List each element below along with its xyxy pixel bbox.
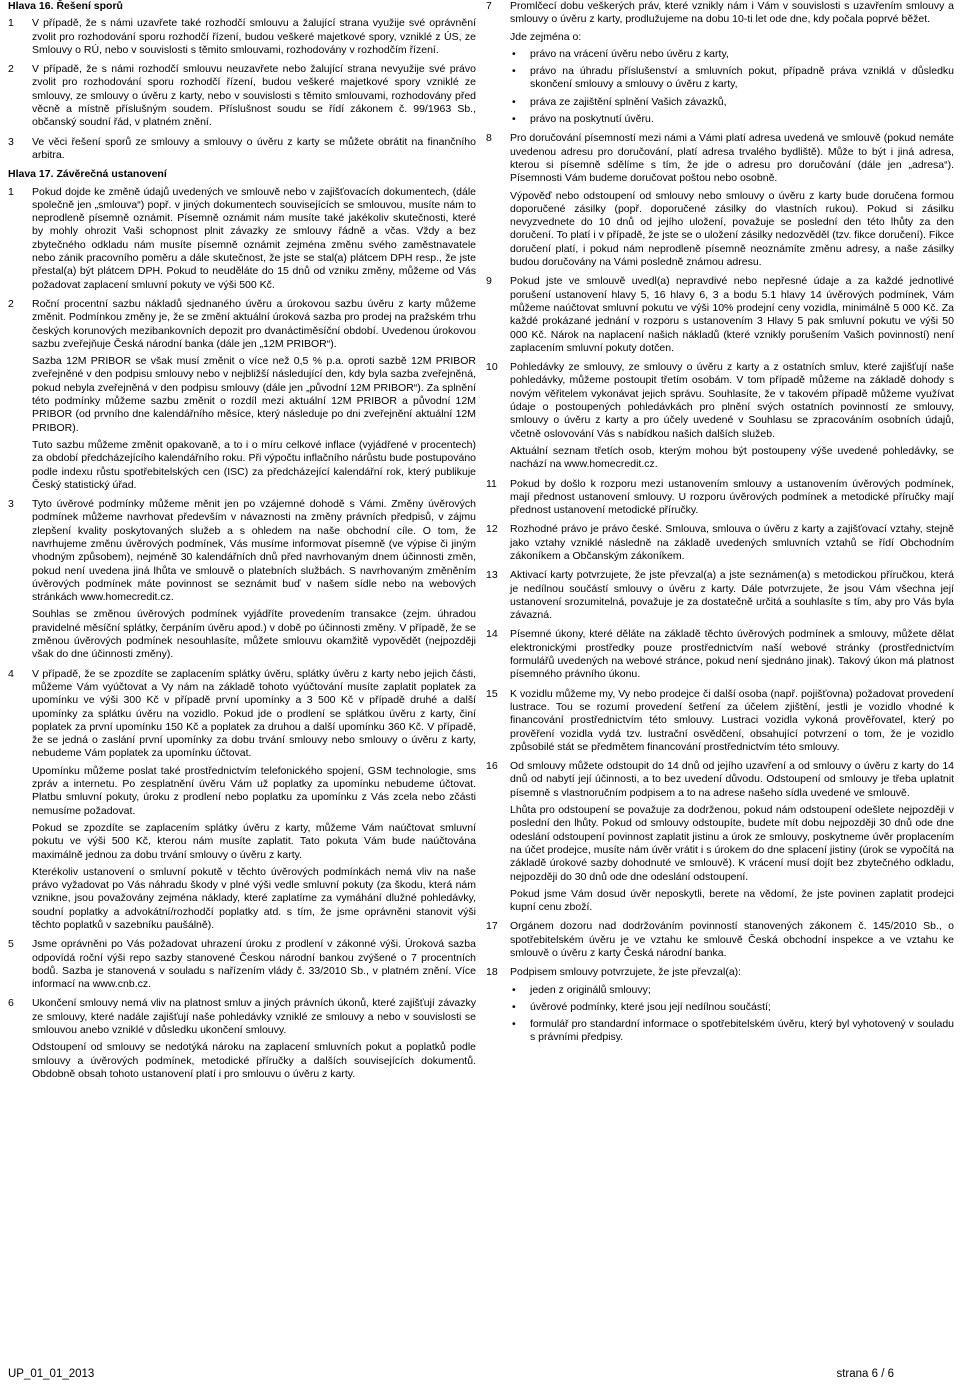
clause-number: 9 bbox=[486, 275, 492, 288]
clause-paragraph: Orgánem dozoru nad dodržováním povinností stanovených zákonem č. 145/2010 Sb., o spotřebitelském úvěru je ve vztahu ke smlouvě Česká obchodní inspekce a ve vztahu ke smlouvě o úvěru z karty Česká národní banka. bbox=[510, 920, 954, 959]
clause-number: 10 bbox=[486, 361, 498, 374]
clause-paragraph: Roční procentní sazbu nákladů sjednaného úvěru a úrokovou sazbu úvěru z karty můžeme změnit. Podmínkou změny je, že se změní aktuální úroková sazba pro prodej na pražském trhu českých korunových mezibankovních depozit pro dvanáctiměsíční období. Uvedenou úrokovou sazbu zveřejňuje Česká národní banka (dále jen „12M PRIBOR“). bbox=[32, 297, 476, 350]
clause-body bbox=[32, 997, 476, 1081]
clause-number: 2 bbox=[8, 63, 14, 76]
chapter-17-items-continued bbox=[486, 0, 954, 1045]
clause-paragraph: V případě, že s námi uzavřete také rozhodčí smlouvu a žalující strana využije své oprávnění zvolit pro rozhodování sporu rozhodčí řízení, budou veškeré majetkové spory, vzniklé z ÚS, ze Smlouvy o RÚ, nebo v souvislosti s těmito smlouvami, rozhodovány v rozhodčím řízení. bbox=[32, 17, 476, 56]
clause-body bbox=[510, 523, 954, 563]
bullet-item: • právo na poskytnutí úvěru. bbox=[528, 113, 954, 126]
clause-number: 16 bbox=[486, 760, 498, 773]
bullet-item: • práva ze zajištění splnění Vašich závazků, bbox=[528, 96, 954, 109]
clause-paragraph: Pohledávky ze smlouvy, ze smlouvy o úvěru z karty a z ostatních smluv, které zajišťují naše pohledávky, můžeme postoupit třetím osobám. V tom případě můžeme na základě dohody s novým věřitelem vykonávat jejich správu. Souhlasíte, že v takovém případě můžeme využívat údaje o postoupených pohledávkách pro plnění svých ostatních povinností ze smlouvy, smlouvy o úvěru z karty a pro účely uvedené v Souhlasu se zpracováním osobních údajů, včetně oslovování Vás s nabídkou našich dalších služeb. bbox=[510, 361, 954, 440]
clause-number: 4 bbox=[8, 667, 14, 680]
bullet-item: • jeden z originálů smlouvy; bbox=[528, 984, 954, 997]
clause-item bbox=[486, 628, 954, 681]
clause-paragraph: Pokud se zpozdíte se zaplacením splátky úvěru z karty, můžeme Vám naúčtovat smluvní pokutu ve výši 500 Kč, kterou nám musíte zaplatit. Tato pokuta Vám bude naúčtována maximálně jednou za dobu trvání smlouvy o úvěru z karty. bbox=[32, 821, 476, 861]
clause-item bbox=[486, 132, 954, 269]
clause-paragraph: V případě, že s námi rozhodčí smlouvu neuzavřete nebo žalující strana nevyužije své právo zvolit pro rozhodování sporu rozhodčí řízení, budou veškeré majetkové spory vzniklé ze smlouvy, ze smlouvy o úvěru z karty, nebo v souvislosti s těmito smlouvami, rozhodovány před věcně a místně příslušným soudem. Příslušnost soudu se řídí zákonem č. 99/1963 Sb., občanský soudní řád, v platném znění. bbox=[32, 63, 476, 129]
bullet-list bbox=[510, 984, 954, 1045]
bullet-item: • právo na vrácení úvěru nebo úvěru z karty, bbox=[528, 48, 954, 61]
clause-paragraph: Kterékoliv ustanovení o smluvní pokutě v těchto úvěrových podmínkách nemá vliv na naše právo vyžadovat po Vás náhradu škody v plné výši vedle smluvní pokuty (za škodu, která nám vznikne, jsou považovány zejména náklady, které zaplatíme za vymáhání dlužné pohledávky, soudní poplatky a advokátní/rozhodčí poplatky atd. s tím, že jsme oprávněni stanovit výši těchto poplatků v sazebníku paušálně). bbox=[32, 865, 476, 931]
document-code: UP_01_01_2013 bbox=[8, 1368, 95, 1380]
clause-paragraph: Rozhodné právo je právo české. Smlouva, smlouva o úvěru z karty a zajišťovací vztahy, stejně jako vztahy vzniklé následně na základě uvedených smluvních vztahů se řídí Obchodním zákoníkem a Občanským zákoníkem. bbox=[510, 523, 954, 562]
clause-paragraph: V případě, že se zpozdíte se zaplacením splátky úvěru, splátky úvěru z karty nebo jejich části, můžeme Vám vyúčtovat a Vy nám na základě tohoto vyúčtování musíte zaplatit poplatek za upomínku ve výši 300 Kč v případě první upomínky a 3 500 Kč v případě druhé a další upomínky za splátku úvěru na vozidlo. Pokud jde o prodlení se splátkou úvěru z karty, činí poplatek za první upomínku 150 Kč a poplatek za druhou a další upomínku 360 Kč. V případě, že se jedná o zaslání první upomínky za dobu trvání smlouvy nebo smlouvy o úvěru z karty, nebudeme Vám poplatek za upomínku účtovat. bbox=[32, 667, 476, 760]
clause-body bbox=[32, 498, 476, 662]
chapter-16-heading: Hlava 16. Řešení sporů bbox=[8, 0, 123, 12]
clause-paragraph: K vozidlu můžeme my, Vy nebo prodejce či další osoba (např. pojišťovna) požadovat provedení lustrace. Tou se rozumí provedení šetření za účelem zjištění, jestli je vozidlo vhodné k financování prostřednictvím této smlouvy. Lustraci vozidla vykoná prověřovatel, který po prověření vozidla vydá tzv. lustrační osvědčení, obsahující potvrzení o tom, že je vozidlo způsobilé stát se předmětem financování prostřednictvím této smlouvy. bbox=[510, 687, 954, 753]
clause-number: 7 bbox=[486, 0, 492, 12]
clause-number: 1 bbox=[8, 17, 14, 30]
clause-item bbox=[8, 668, 476, 933]
clause-body bbox=[510, 0, 954, 126]
clause-paragraph: Ve věci řešení sporů ze smlouvy a smlouvy o úvěru z karty se můžete obrátit na finančního arbitra. bbox=[32, 135, 476, 161]
clause-item bbox=[486, 966, 954, 1044]
clause-paragraph: Ukončení smlouvy nemá vliv na platnost smluv a jiných právních úkonů, které zajišťují závazky ze smlouvy, které nadále zajišťují naše pohledávky vzniklé ze smlouvy a nebo v souvislosti se smlouvou anebo vzniklé v důsledku ukončení smlouvy. bbox=[32, 997, 476, 1037]
clause-item bbox=[8, 498, 476, 662]
clause-paragraph: Aktuální seznam třetích osob, kterým mohou být postoupeny výše uvedené pohledávky, se nachází na www.homecredit.cz. bbox=[510, 444, 954, 471]
clause-item bbox=[8, 136, 476, 163]
clause-item bbox=[486, 523, 954, 563]
clause-item bbox=[8, 186, 476, 292]
clause-number: 13 bbox=[486, 569, 498, 582]
clause-number: 6 bbox=[8, 997, 14, 1010]
clause-paragraph: Jde zejména o: bbox=[510, 30, 582, 43]
clause-item bbox=[486, 361, 954, 471]
clause-body bbox=[32, 298, 476, 492]
clause-item bbox=[8, 63, 476, 129]
clause-body bbox=[510, 688, 954, 754]
clause-body bbox=[32, 17, 476, 57]
clause-paragraph: Od smlouvy můžete odstoupit do 14 dnů od jejího uzavření a od smlouvy o úvěru z karty do 14 dnů od nabytí její účinnosti, a to bez uvedení důvodu. Odstoupení od smlouvy je třeba uplatnit písemně s vlastnoručním podpisem a to na adrese našeho sídla uvedené ve smlouvě. bbox=[510, 760, 954, 799]
clause-item bbox=[8, 997, 476, 1081]
clause-paragraph: Pokud by došlo k rozporu mezi ustanovením smlouvy a ustanovením úvěrových podmínek, mají přednost ustanovení smlouvy. U rozporu úvěrových podmínek a metodické příručky mají přednost ustanovení metodické příručky. bbox=[510, 477, 954, 517]
bullet-item: • formulář pro standardní informace o spotřebitelském úvěru, který byl vyhotovený v souladu s právními předpisy. bbox=[528, 1018, 954, 1045]
clause-body bbox=[510, 628, 954, 681]
clause-item bbox=[486, 688, 954, 754]
bullet-list bbox=[510, 48, 954, 126]
clause-body bbox=[32, 668, 476, 933]
chapter-16-items bbox=[8, 17, 476, 162]
clause-paragraph: Jsme oprávněni po Vás požadovat uhrazení úroku z prodlení v zákonné výši. Úroková sazba odpovídá roční výši repo sazby stanovené Českou národní bankou zvýšené o 7 procentních bodů. Sazba je stanovená v souladu s nařízením vlády č. 33/2010 Sb., v platném znění. Více informací na www.cnb.cz. bbox=[32, 938, 476, 991]
clause-paragraph: Tuto sazbu můžeme změnit opakovaně, a to i o míru celkové inflace (vyjádřené v procentech) za období předcházejícího kalendářního roku. Při výpočtu inflačního nárůstu bude postupováno podle indexu růstu spotřebitelských cen (ISC) za předcházející kalendářní rok, který publikuje Český statistický úřad. bbox=[32, 438, 476, 491]
clause-body bbox=[32, 63, 476, 129]
clause-body bbox=[510, 760, 954, 914]
clause-item bbox=[8, 17, 476, 57]
clause-paragraph: Lhůta pro odstoupení se považuje za dodrženou, pokud nám odstoupení odešlete nejpozději v poslední den lhůty. Pokud od smlouvy odstoupíte, budete mít dobu nejpozději 30 dnů ode dne odeslání odstoupení povinnost zaplatit jistinu a úrok ze smlouvy, poskytneme úvěr proplacením na účet prodejce, musíte nám úvěr vrátit i s úrokem do dne splacení jistiny (úrok se vypočítá na základě úrokové sazby dohodnuté ve smlouvě). K vrácení musí dojít bez zbytečného odkladu, nejpozději do 30 dnů ode dne odeslání odstoupení. bbox=[510, 804, 954, 883]
clause-paragraph: Pokud jste ve smlouvě uvedl(a) nepravdivé nebo nepřesné údaje a za každé jednotlivé porušení ustanovení hlavy 5, 16 hlavy 6, 3 a bodu 5.1 hlavy 14 úvěrových podmínek, Vám můžeme naúčtovat smluvní pokutu ve výši 10% prodejní ceny vozidla, minimálně 5 000 Kč. Za každé prokázané jednání v rozporu s ustanovením 3 Hlavy 5 pak smluvní pokutu ve výši 50 000 Kč. Nárok na naplacení našich nákladů (které vznikly porušením Vašich povinností) není zaplacením smluvní pokuty dotčen. bbox=[510, 275, 954, 354]
left-column bbox=[8, 0, 476, 1081]
clause-number: 2 bbox=[8, 297, 14, 310]
clause-body bbox=[510, 478, 954, 518]
clause-paragraph: Podpisem smlouvy potvrzujete, že jste převzal(a): bbox=[510, 966, 742, 979]
clause-paragraph: Výpověď nebo odstoupení od smlouvy nebo smlouvy o úvěru z karty bude doručena formou doporučené zásilky (popř. doporučené zásilky do vlastních rukou). Pokud si zásilku nevyzvednete do 10 dnů od jejího uložení, považuje se poslední den této lhůty za den doručení. To platí i v případě, že jste se o uložení zásilky nedozvěděl (tzv. fikce doručení). Fikce doručení platí, i pokud nám neprodleně písemně neoznámíte změnu adresy, a naše zásilky budou doručovány na Vámi posledně známou adresu. bbox=[510, 189, 954, 269]
clause-paragraph: Pro doručování písemností mezi námi a Vámi platí adresa uvedená ve smlouvě (pokud nemáte uvedenou adresu pro doručování, platí adresa trvalého bydliště). Může to být i jiná adresa, kterou si písemně sdělíme s tím, že jde o adresu pro doručování (dále jen „adresa“). Písemnosti Vám budeme doručovat poštou nebo osobně. bbox=[510, 132, 954, 185]
clause-paragraph: Upomínku můžeme poslat také prostřednictvím telefonického spojení, GSM technologie, sms zpráv a internetu. Po zesplatnění úvěru Vám už poplatky za upomínku nebudeme účtovat. Platbu smluvní pokuty, úroku z prodlení nebo poplatku za upomínku z Vás zcela nebo zčásti nemusíme požadovat. bbox=[32, 764, 476, 817]
clause-paragraph: Odstoupení od smlouvy se nedotýká nároku na zaplacení smluvních pokut a poplatků podle smlouvy a úvěrových podmínek, metodické příručky a dalších souvisejících dokumentů. Obdobně obsah tohoto ustanovení platí i pro smlouvu o úvěru z karty. bbox=[32, 1041, 476, 1080]
clause-body bbox=[32, 938, 476, 991]
clause-item bbox=[486, 275, 954, 355]
clause-paragraph: Sazba 12M PRIBOR se však musí změnit o více než 0,5 % p.a. oproti sazbě 12M PRIBOR zveřejněné v den podpisu smlouvy nebo v nejbližší následující den, kdy byla sazba zveřejněná, pokud nebyla zveřejněná v den podpisu smlouvy (dále jen „původní 12M PRIBOR“). Za splnění této podmínky můžeme sazbu změnit o rozdíl mezi aktuální 12M PRIBOR a původní 12M PRIBOR (od prvního dne kalendářního měsíce, který následuje po dni zveřejnění aktuální 12M PRIBOR). bbox=[32, 355, 476, 434]
clause-item bbox=[8, 938, 476, 991]
clause-number: 5 bbox=[8, 938, 14, 951]
clause-paragraph: Souhlas se změnou úvěrových podmínek vyjádříte provedením transakce (zejm. úhradou pravidelné měsíční splátky, čerpáním úvěru apod.) v době po účinnosti změny. V případě, že se změnou úvěrových podmínek nesouhlasíte, můžete smlouvu okamžitě vypovědět (nejpozději však do dne účinnosti změny). bbox=[32, 608, 476, 661]
clause-number: 3 bbox=[8, 498, 14, 511]
clause-number: 1 bbox=[8, 185, 14, 198]
bullet-item: • úvěrové podmínky, které jsou její nedílnou součástí; bbox=[528, 1001, 954, 1014]
clause-number: 14 bbox=[486, 628, 498, 641]
clause-body bbox=[32, 186, 476, 292]
clause-body bbox=[510, 966, 954, 1044]
clause-number: 3 bbox=[8, 135, 14, 148]
clause-number: 8 bbox=[486, 132, 492, 145]
clause-number: 12 bbox=[486, 523, 498, 536]
clause-paragraph: Tyto úvěrové podmínky můžeme měnit jen po vzájemné dohodě s Vámi. Změny úvěrových podmínek můžeme navrhovat především v návaznosti na změny právních předpisů, v zájmu zlepšení kvality poskytovaných služeb a s ohledem na naše obchodní cíle. O tom, že navrhujeme změnu úvěrových podmínek, Vás musíme informovat písemně (ve výpise či jiným vhodným způsobem), nejméně 30 kalendářních dnů před navrhovaným dnem účinnosti změn, pokud není uvedena jiná lhůta ve smlouvě o platebních službách. S navrhovaným změněním úvěrových podmínek máte povinnost se seznámit buď v našem sídle nebo na webových stránkách www.homecredit.cz. bbox=[32, 498, 476, 604]
clause-item bbox=[486, 760, 954, 914]
clause-item bbox=[486, 0, 954, 126]
right-column bbox=[486, 0, 954, 1045]
clause-item bbox=[486, 920, 954, 960]
clause-number: 15 bbox=[486, 687, 498, 700]
clause-number: 11 bbox=[486, 477, 497, 490]
clause-item bbox=[8, 298, 476, 492]
clause-item bbox=[486, 569, 954, 622]
chapter-17-items bbox=[8, 186, 476, 1082]
page-number: strana 6 / 6 bbox=[836, 1368, 894, 1380]
clause-paragraph: Pokud jsme Vám dosud úvěr neposkytli, berete na vědomí, že jste povinen zaplatit prodejci kupní cenu zboží. bbox=[510, 887, 954, 914]
clause-body bbox=[510, 920, 954, 960]
clause-body bbox=[32, 136, 476, 163]
clause-body bbox=[510, 361, 954, 471]
clause-paragraph: Písemné úkony, které děláte na základě těchto úvěrových podmínek a smlouvy, můžete dělat elektronickými prostředky pouze prostřednictvím naší webové stránky (prostřednictvím formulářů uvedených na webové stránce, pokud není sjednáno jinak). Takový úkon má platnost písemného právního úkonu. bbox=[510, 628, 954, 681]
chapter-17-heading: Hlava 17. Závěrečná ustanovení bbox=[8, 168, 167, 181]
clause-body bbox=[510, 275, 954, 355]
bullet-item: • právo na úhradu příslušenství a smluvních pokut, případně práva vzniklá v důsledku skončení smlouvy a smlouvy o úvěru z karty, bbox=[528, 65, 954, 92]
clause-body bbox=[510, 132, 954, 269]
clause-paragraph: Promlčecí dobu veškerých práv, které vznikly nám i Vám v souvislosti s uzavřením smlouvy a smlouvy o úvěru z karty, prodlužujeme na dobu 10-ti let ode dne, kdy počala poprvé běžet. bbox=[510, 0, 954, 26]
clause-number: 17 bbox=[486, 920, 498, 933]
clause-number: 18 bbox=[486, 966, 498, 979]
clause-body bbox=[510, 569, 954, 622]
clause-item bbox=[486, 478, 954, 518]
clause-paragraph: Pokud dojde ke změně údajů uvedených ve smlouvě nebo v zajišťovacích dokumentech, (dále společně jen „smlouva“) popř. v jiných dokumentech souvisejících se smlouvou, musíte nám to neprodleně písemně oznámit. Písemně oznámit nám musíte také jakékoliv skutečnosti, které by mohly ohrozit Vaši schopnost plnit závazky ze smlouvy řádně a včas. Vždy a bez zbytečného odkladu nám musíte písemně oznámit zejména změnu svého zaměstnavatele nebo zánik pracovního poměru a dále skutečnost, že jste se stal(a) plátcem DPH resp., že jste přestal(a) být plátcem DPH. Pokud to neuděláte do 15 dnů od vzniku změny, můžeme od Vás požadovat zaplacení smluvní pokuty ve výši 500 Kč. bbox=[32, 185, 476, 291]
clause-paragraph: Aktivací karty potvrzujete, že jste převzal(a) a jste seznámen(a) s metodickou příručkou, která je nedílnou součástí smlouvy o úvěru z karty. Dále potvrzujete, že jsou Vám všechna její ustanovení srozumitelná, považuje je za dostatečně určitá a souhlasíte s tím, aby pro Vás byla závazná. bbox=[510, 569, 954, 622]
